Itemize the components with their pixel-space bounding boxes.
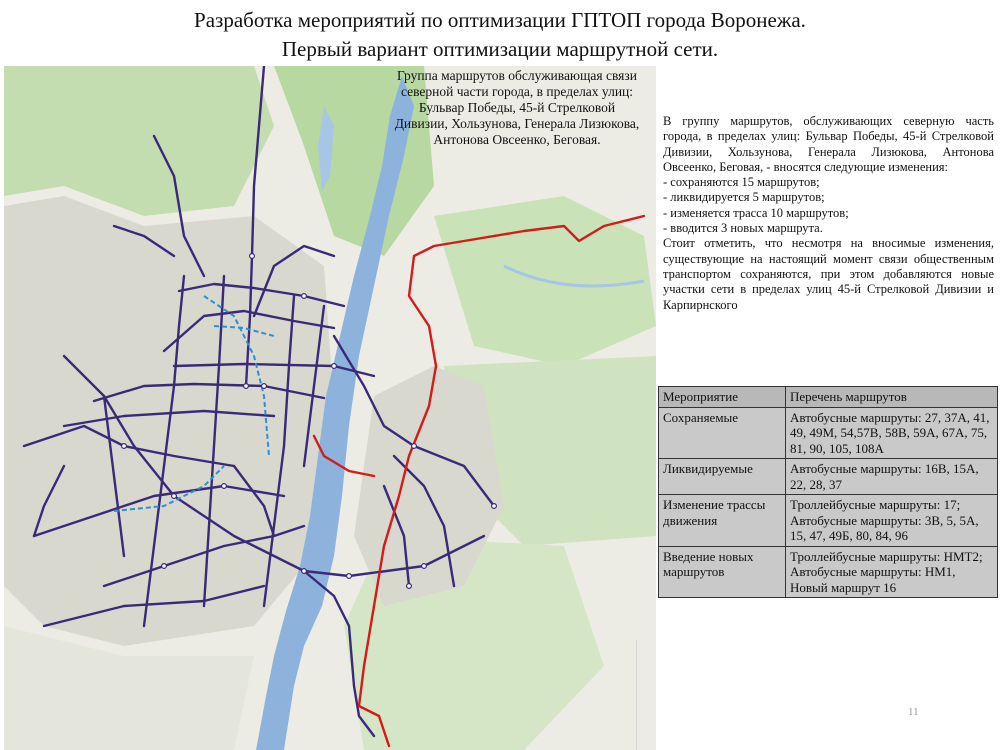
table-row (659, 495, 998, 547)
column-header-routes: Перечень маршрутов (786, 387, 998, 408)
measure-cell: Изменение трассы движения (659, 495, 786, 547)
table-row (659, 459, 998, 495)
map-caption-line: Группа маршрутов обслуживающая связи (397, 68, 637, 83)
description-item: - изменяется трасса 10 маршрутов; (663, 205, 849, 220)
slide-title-line-2: Первый вариант оптимизации маршрутной сети. (281, 37, 719, 61)
measures-table (658, 386, 998, 598)
description (663, 114, 994, 313)
routes-cell: Троллейбусные маршруты: НМТ2; Автобусные маршруты: НМ1, Новый маршрут 16 (786, 546, 998, 598)
route-map[interactable] (4, 66, 656, 750)
divider (636, 640, 637, 750)
page-number: 11 (908, 706, 919, 718)
map-caption-line: Дивизии, Хользунова, Генерала Лизюкова, (394, 116, 640, 131)
table-row (659, 407, 998, 459)
table-header-row (659, 387, 998, 408)
map-caption-line: Антонова Овсеенко, Беговая. (433, 132, 601, 147)
map-caption-line: Бульвар Победы, 45-й Стрелковой (418, 100, 616, 115)
slide-title-line-1: Разработка мероприятий по оптимизации ГПТОП города Воронежа. (194, 8, 806, 32)
description-item: - вводится 3 новых маршрута. (663, 221, 823, 236)
measure-cell: Сохраняемые (659, 407, 786, 459)
measure-cell: Введение новых маршрутов (659, 546, 786, 598)
table-row (659, 546, 998, 598)
description-item: - ликвидируется 5 маршрутов; (663, 190, 825, 205)
description-intro: В группу маршрутов, обслуживающих северную часть города, в пределах улиц: Бульвар Победы, 45-й Стрелковой Дивизии, Хользунова, Генерала Лизюкова, Антонова Овсеенко, Беговая, - вносятся следующие изменения: (663, 114, 994, 174)
routes-cell: Автобусные маршруты: 27, 37А, 41, 49, 49М, 54,57В, 58В, 59А, 67А, 75, 81, 90, 105, 108А (786, 407, 998, 459)
routes-cell: Троллейбусные маршруты: 17; Автобусные маршруты: 3В, 5, 5А, 15, 47, 49Б, 80, 84, 96 (786, 495, 998, 547)
description-note: Стоит отметить, что несмотря на вносимые изменения, существующие на настоящий момент связи общественным транспортом сохраняются, при этом добавляются новые участки сети в пределах улиц 45-й Стрелковой Дивизии и Карпирнского (663, 236, 994, 312)
map-canvas (4, 66, 656, 750)
measure-cell: Ликвидируемые (659, 459, 786, 495)
slide-title (0, 6, 1000, 64)
description-item: - сохраняются 15 маршрутов; (663, 175, 820, 190)
column-header-measure: Мероприятие (659, 387, 786, 408)
map-caption-line: северной части города, в пределах улиц: (400, 84, 634, 99)
routes-cell: Автобусные маршруты: 16В, 15А, 22, 28, 37 (786, 459, 998, 495)
map-caption (379, 68, 655, 148)
